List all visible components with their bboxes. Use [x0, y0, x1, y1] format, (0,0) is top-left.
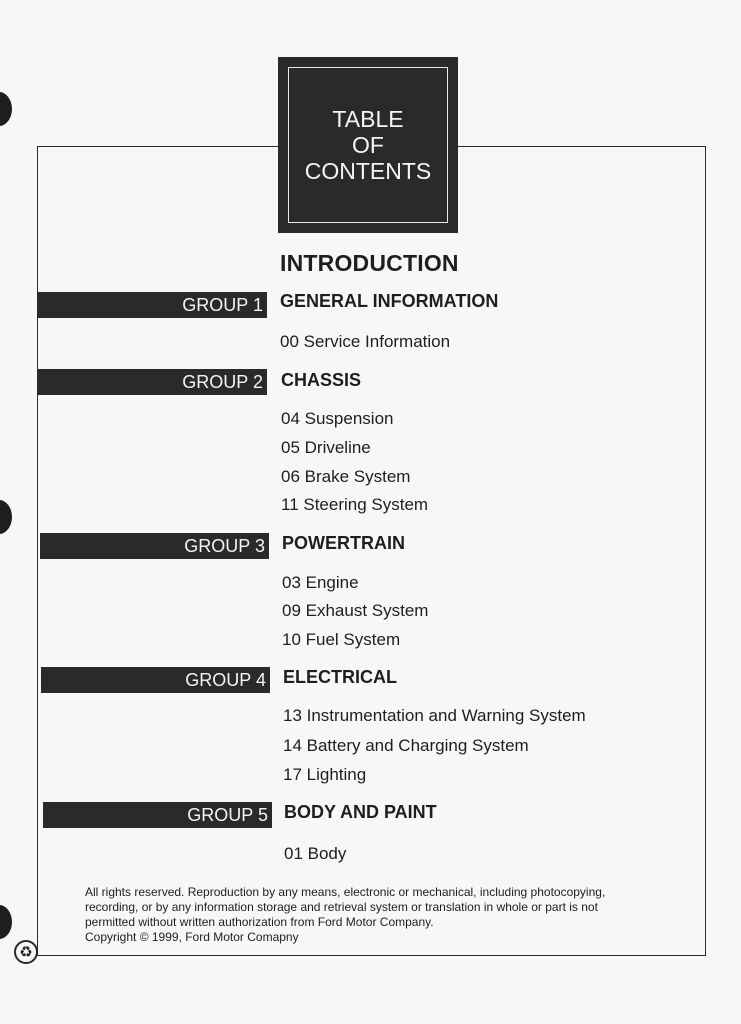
- group-2-item-4[interactable]: 11 Steering System: [281, 495, 429, 514]
- binder-hole-middle: [0, 500, 12, 534]
- group-1-title[interactable]: GENERAL INFORMATION: [280, 291, 499, 311]
- group-2-item-1[interactable]: 04 Suspension: [281, 409, 394, 428]
- group-1-item-1[interactable]: 00 Service Information: [280, 332, 451, 351]
- group-1-bar: GROUP 1: [38, 292, 267, 318]
- group-4-item-1[interactable]: 13 Instrumentation and Warning System: [283, 706, 586, 725]
- copyright-notice: [85, 885, 675, 945]
- group-4-title[interactable]: ELECTRICAL: [283, 667, 397, 687]
- group-2-title[interactable]: CHASSIS: [281, 370, 362, 390]
- binder-hole-top: [0, 92, 12, 126]
- title-inner-border: [288, 67, 448, 223]
- group-2-item-2[interactable]: 05 Driveline: [281, 438, 371, 457]
- title-box: [278, 57, 458, 233]
- group-4-item-3[interactable]: 17 Lighting: [283, 765, 367, 784]
- group-2-bar: GROUP 2: [38, 369, 267, 395]
- title-line-2: OF: [352, 132, 384, 158]
- group-3-item-2[interactable]: 09 Exhaust System: [282, 601, 429, 620]
- group-5-item-1[interactable]: 01 Body: [284, 844, 347, 863]
- binder-hole-bottom: [0, 905, 12, 939]
- copyright-line-1: All rights reserved. Reproduction by any means, electronic or mechanical, including photocopying,: [85, 885, 606, 899]
- copyright-line-2: recording, or by any information storage and retrieval system or translation in whole or part is not: [85, 900, 598, 914]
- title-line-1: TABLE: [332, 106, 404, 132]
- introduction-heading[interactable]: INTRODUCTION: [280, 250, 459, 276]
- group-5-title[interactable]: BODY AND PAINT: [284, 802, 437, 822]
- copyright-line-4: Copyright © 1999, Ford Motor Comapny: [85, 930, 299, 944]
- group-4-bar: GROUP 4: [41, 667, 270, 693]
- group-3-bar: GROUP 3: [40, 533, 269, 559]
- group-5-bar: GROUP 5: [43, 802, 272, 828]
- title-line-3: CONTENTS: [304, 158, 432, 184]
- group-3-item-3[interactable]: 10 Fuel System: [282, 630, 401, 649]
- recycle-icon: ♻: [14, 940, 38, 964]
- group-3-item-1[interactable]: 03 Engine: [282, 573, 359, 592]
- group-2-item-3[interactable]: 06 Brake System: [281, 467, 411, 486]
- group-3-title[interactable]: POWERTRAIN: [282, 533, 405, 553]
- copyright-line-3: permitted without written authorization from Ford Motor Company.: [85, 915, 434, 929]
- group-4-item-2[interactable]: 14 Battery and Charging System: [283, 736, 529, 755]
